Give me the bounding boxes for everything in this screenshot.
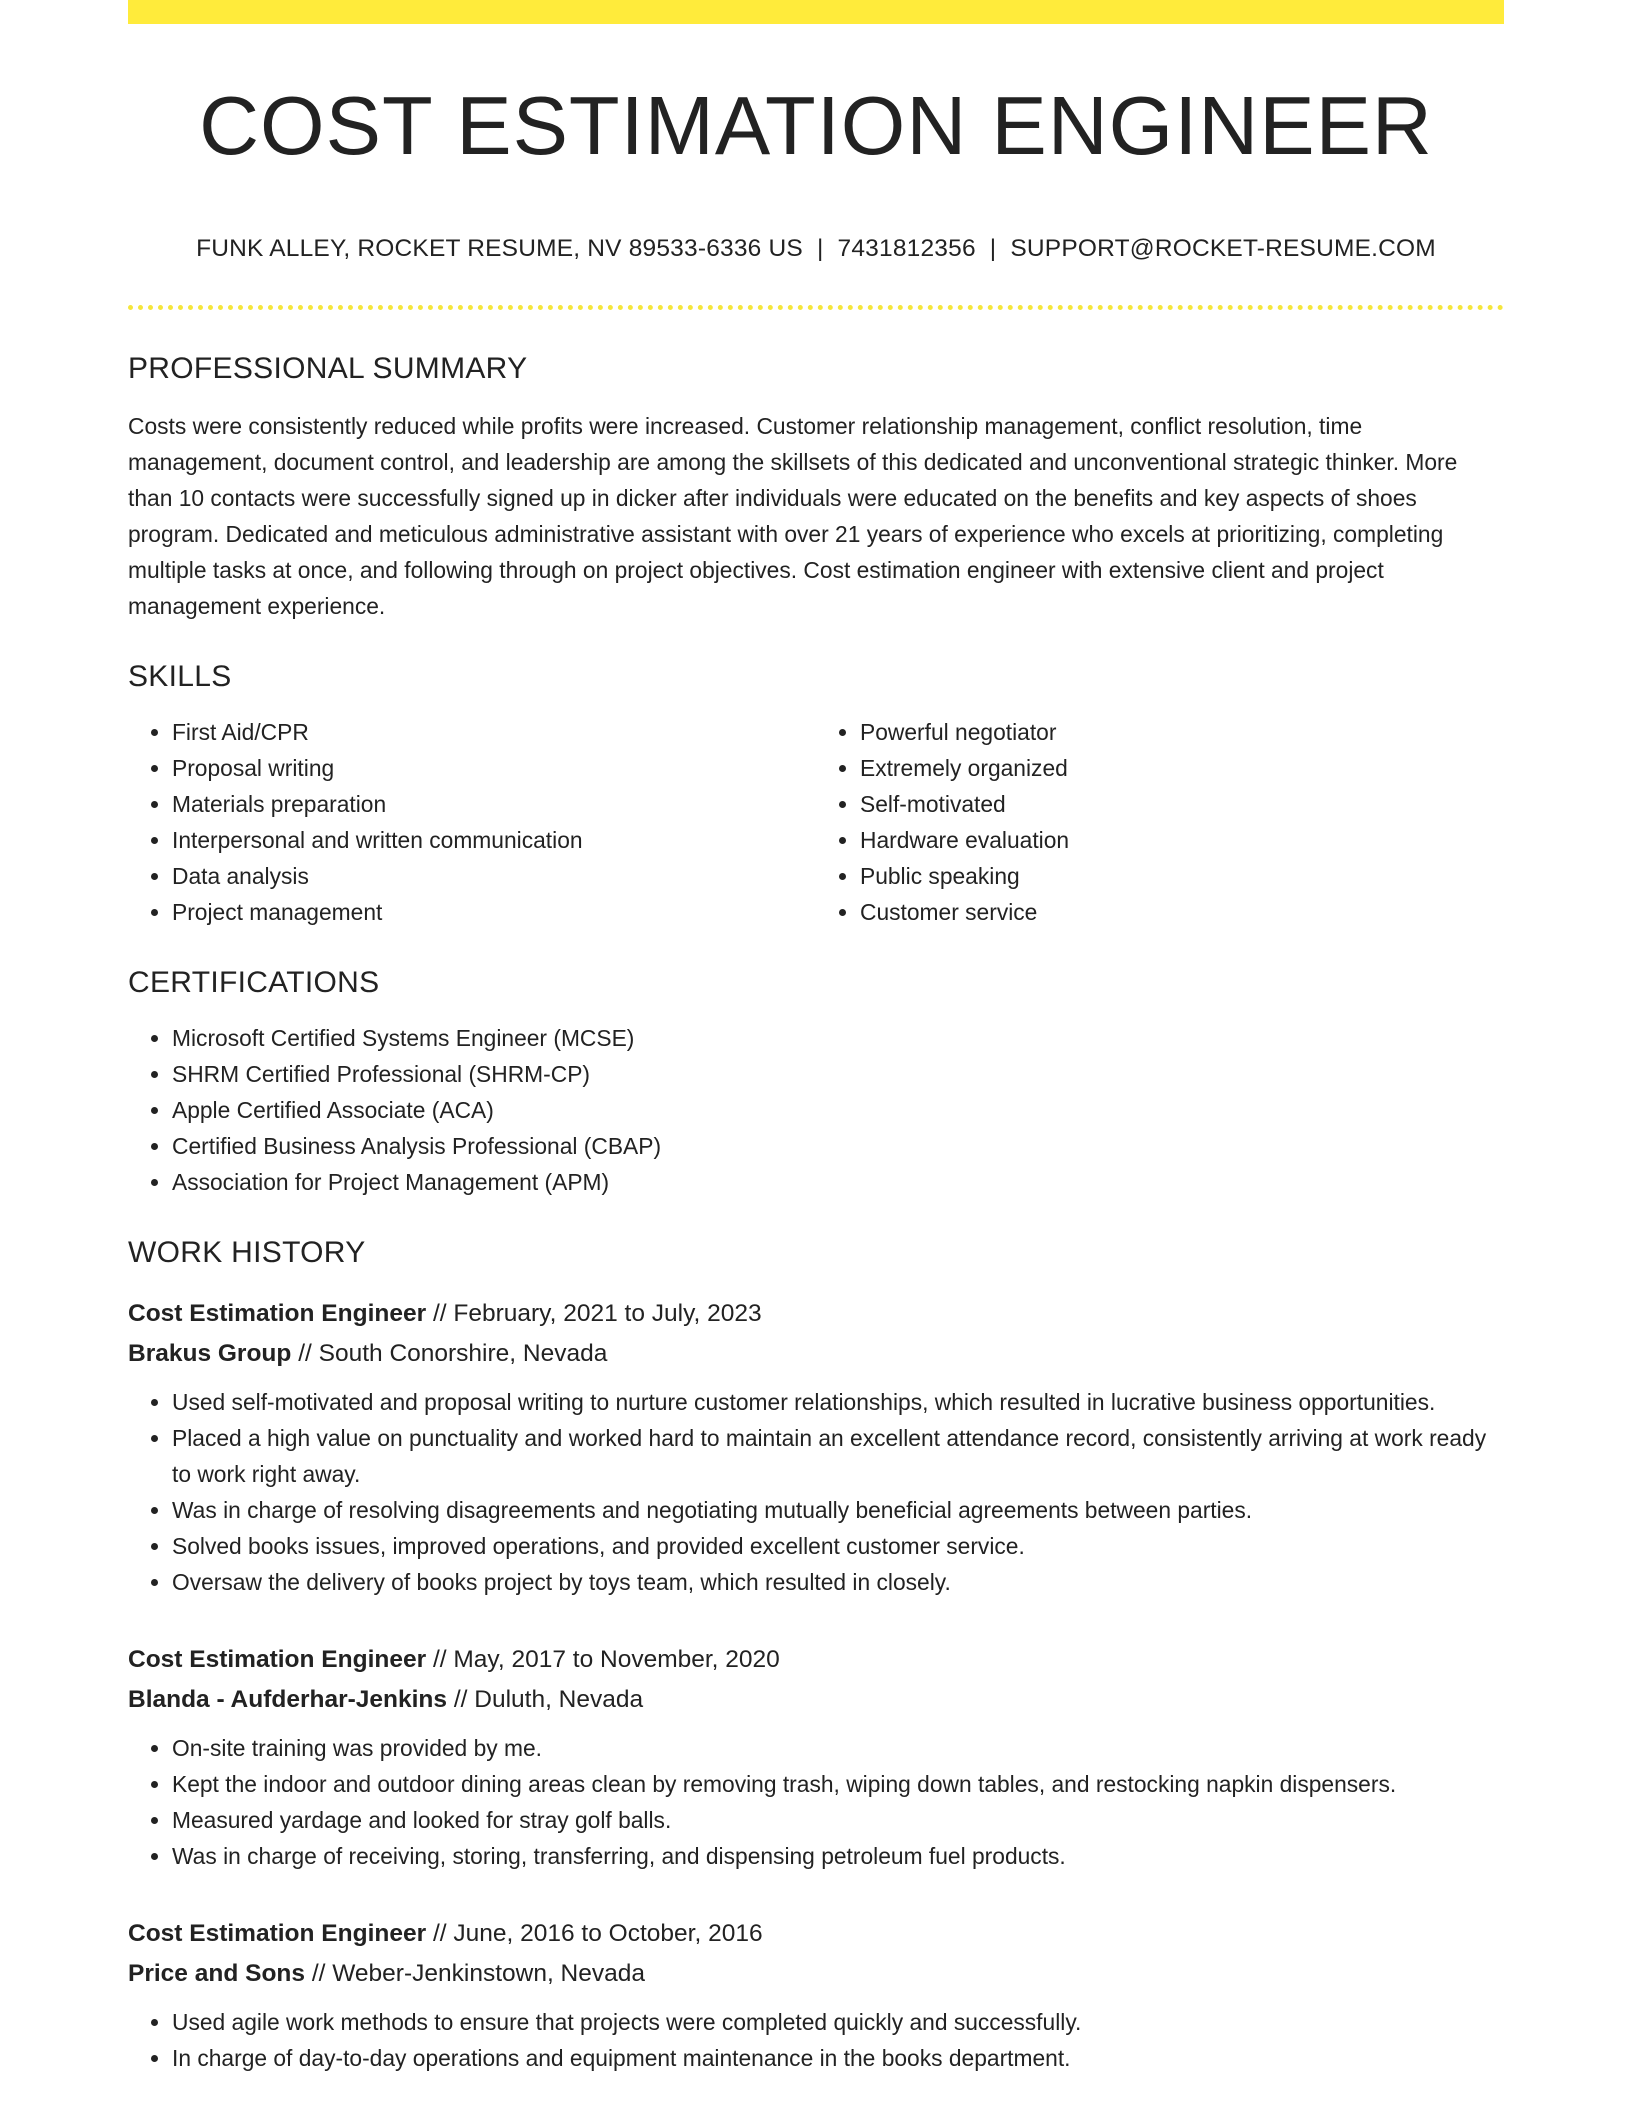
skills-list-left xyxy=(128,714,816,930)
skill-item: • Interpersonal and written communication xyxy=(172,822,816,858)
work-history-heading: WORK HISTORY xyxy=(128,1236,366,1269)
job-location: // South Conorshire, Nevada xyxy=(298,1340,608,1367)
candidate-title: COST ESTIMATION ENGINEER xyxy=(199,79,1433,172)
job-entry xyxy=(128,1914,1504,2076)
job-company: Price and Sons xyxy=(128,1960,306,1987)
skill-item: • Project management xyxy=(172,894,816,930)
job-dates: // June, 2016 to October, 2016 xyxy=(432,1920,763,1947)
job-bullet: • Used self-motivated and proposal writing to nurture customer relationships, which resulted in lucrative business opportunities. xyxy=(172,1384,1504,1420)
certification-item: • SHRM Certified Professional (SHRM-CP) xyxy=(172,1056,1504,1092)
job-bullet: • Oversaw the delivery of books project by toys team, which resulted in closely. xyxy=(172,1564,1504,1600)
job-location: // Weber-Jenkinstown, Nevada xyxy=(311,1960,646,1987)
work-history-section xyxy=(128,1238,1504,2076)
skills-section xyxy=(128,662,1504,930)
skill-item: • Proposal writing xyxy=(172,750,816,786)
job-dates: // May, 2017 to November, 2020 xyxy=(432,1646,780,1673)
job-bullet: • Measured yardage and looked for stray golf balls. xyxy=(172,1802,1504,1838)
summary-section xyxy=(128,354,1504,624)
summary-text: Costs were consistently reduced while profits were increased. Customer relationship management, conflict resolution, time management, document control, and leadership are among the skillsets of this dedicated and unconventional strategic thinker. More than 10 contacts were successfully signed up in dicker after individuals were educated on the benefits and key aspects of shoes program. Dedicated and meticulous administrative assistant with over 21 years of experience who excels at prioritizing, completing multiple tasks at once, and following through on project objectives. Cost estimation engineer with extensive client and project management experience. xyxy=(128,413,1458,619)
skills-list-right xyxy=(816,714,1504,930)
certification-item: • Apple Certified Associate (ACA) xyxy=(172,1092,1504,1128)
job-role: Cost Estimation Engineer xyxy=(128,1920,427,1947)
skill-item: • Extremely organized xyxy=(860,750,1504,786)
dotted-divider xyxy=(128,305,1504,310)
job-dates: // February, 2021 to July, 2023 xyxy=(432,1300,762,1327)
skills-heading: SKILLS xyxy=(128,660,232,693)
job-role-line xyxy=(128,1640,1504,1680)
summary-heading: PROFESSIONAL SUMMARY xyxy=(128,352,528,385)
job-bullet: • In charge of day-to-day operations and equipment maintenance in the books department. xyxy=(172,2040,1504,2076)
job-company-line xyxy=(128,1334,1504,1374)
contact-separator: | xyxy=(816,235,824,262)
skill-item: • Public speaking xyxy=(860,858,1504,894)
skill-item: • Powerful negotiator xyxy=(860,714,1504,750)
contact-separator: | xyxy=(989,235,997,262)
skill-item: • Data analysis xyxy=(172,858,816,894)
job-bullets xyxy=(128,2004,1504,2076)
job-bullets xyxy=(128,1730,1504,1874)
certification-item: • Certified Business Analysis Professional (CBAP) xyxy=(172,1128,1504,1164)
job-bullet: • Kept the indoor and outdoor dining areas clean by removing trash, wiping down tables, and restocking napkin dispensers. xyxy=(172,1766,1504,1802)
job-company: Blanda - Aufderhar-Jenkins xyxy=(128,1686,448,1713)
accent-bar xyxy=(128,0,1504,24)
job-location: // Duluth, Nevada xyxy=(453,1686,644,1713)
certification-item: • Association for Project Management (APM) xyxy=(172,1164,1504,1200)
resume-page xyxy=(128,0,1504,2076)
job-bullet: • Was in charge of receiving, storing, transferring, and dispensing petroleum fuel products. xyxy=(172,1838,1504,1874)
skill-item: • Customer service xyxy=(860,894,1504,930)
skill-item: • First Aid/CPR xyxy=(172,714,816,750)
job-company: Brakus Group xyxy=(128,1340,292,1367)
job-bullets xyxy=(128,1384,1504,1600)
job-bullet: • Placed a high value on punctuality and worked hard to maintain an excellent attendance record, consistently arriving at work ready to work right away. xyxy=(172,1420,1504,1492)
job-role: Cost Estimation Engineer xyxy=(128,1646,427,1673)
certifications-list xyxy=(128,1020,1504,1200)
contact-address: FUNK ALLEY, ROCKET RESUME, NV 89533-6336 US xyxy=(196,235,803,262)
certifications-section xyxy=(128,968,1504,1200)
certifications-heading: CERTIFICATIONS xyxy=(128,966,380,999)
job-entry xyxy=(128,1294,1504,1600)
job-company-line xyxy=(128,1954,1504,1994)
contact-phone: 7431812356 xyxy=(837,235,976,262)
job-bullet: • Was in charge of resolving disagreements and negotiating mutually beneficial agreements between parties. xyxy=(172,1492,1504,1528)
job-bullet: • On-site training was provided by me. xyxy=(172,1730,1504,1766)
job-entry xyxy=(128,1640,1504,1874)
job-bullet: • Used agile work methods to ensure that projects were completed quickly and successfully. xyxy=(172,2004,1504,2040)
job-role-line xyxy=(128,1914,1504,1954)
job-role-line xyxy=(128,1294,1504,1334)
skill-item: • Materials preparation xyxy=(172,786,816,822)
job-company-line xyxy=(128,1680,1504,1720)
job-role: Cost Estimation Engineer xyxy=(128,1300,427,1327)
skills-columns xyxy=(128,714,1504,930)
job-bullet: • Solved books issues, improved operations, and provided excellent customer service. xyxy=(172,1528,1504,1564)
certification-item: • Microsoft Certified Systems Engineer (MCSE) xyxy=(172,1020,1504,1056)
skill-item: • Self-motivated xyxy=(860,786,1504,822)
skill-item: • Hardware evaluation xyxy=(860,822,1504,858)
contact-line xyxy=(128,235,1504,263)
contact-email: SUPPORT@ROCKET-RESUME.COM xyxy=(1010,235,1436,262)
